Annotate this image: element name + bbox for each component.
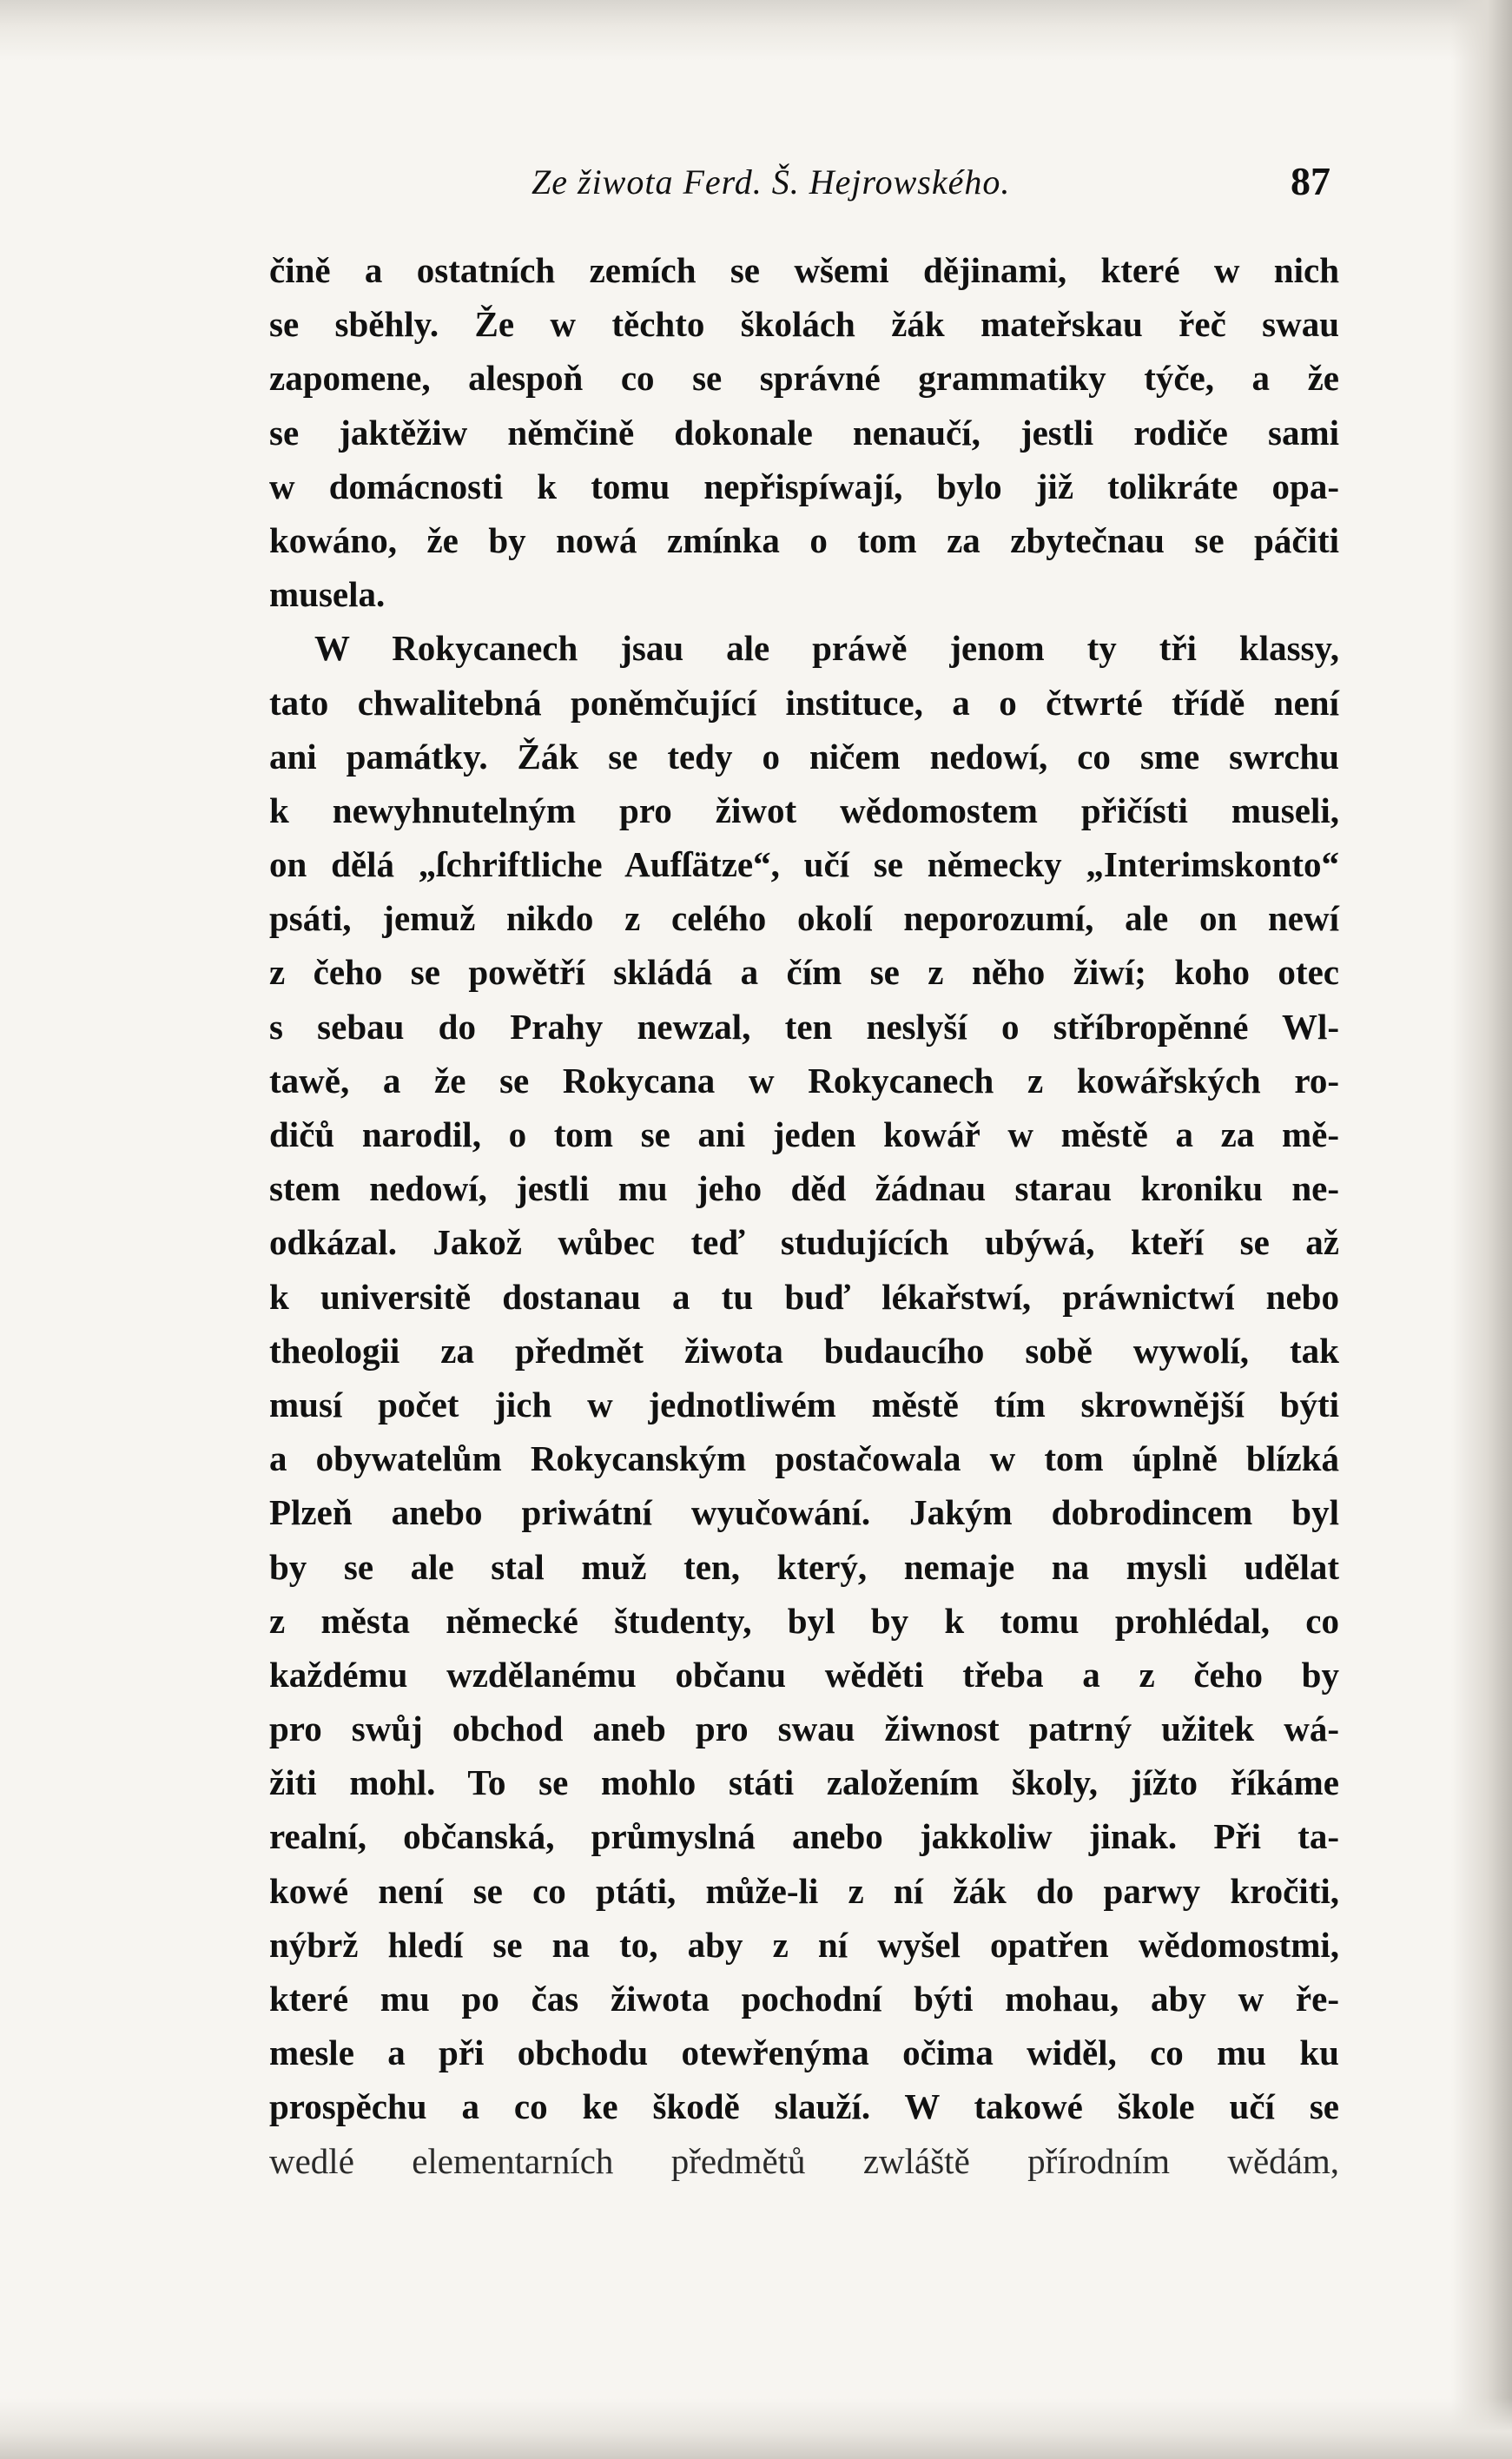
text-line: on dělá „ſchriftliche Aufſätze“, učí se německy „Interimskonto“ xyxy=(269,844,1339,885)
text-line: kowáno, že by nowá zmínka o tom za zbytečnau se páčiti xyxy=(269,519,1339,560)
text-line: stem nedowí, jestli mu jeho děd žádnau starau kroniku ne- xyxy=(269,1168,1339,1209)
text-line: prospěchu a co ke škodě slauží. W takowé škole učí se xyxy=(269,2086,1339,2127)
text-line: theologii za předmět žiwota budaucího sobě wywolí, tak xyxy=(269,1330,1339,1371)
body-text xyxy=(269,243,1339,2188)
text-line: pro swůj obchod aneb pro swau žiwnost patrný užitek wá- xyxy=(269,1709,1339,1749)
text-line: s sebau do Prahy newzal, ten neslyší o stříbropěnné Wl- xyxy=(269,1006,1339,1047)
text-line: odkázal. Jakož wůbec teď studujících ubýwá, kteří se až xyxy=(269,1222,1339,1263)
text-line: zapomene, alespoň co se správné grammatiky týče, a že xyxy=(269,358,1339,399)
text-line: žiti mohl. To se mohlo státi založením školy, jížto říkáme xyxy=(269,1762,1339,1803)
text-line: nýbrž hledí se na to, aby z ní wyšel opatřen wědomostmi, xyxy=(269,1924,1339,1965)
text-line: tawě, a že se Rokycana w Rokycanech z kowářských ro- xyxy=(269,1060,1339,1101)
text-line: k universitě dostanau a tu buď lékařstwí, práwnictwí nebo xyxy=(269,1276,1339,1317)
text-line: musela. xyxy=(269,574,386,615)
running-head xyxy=(532,159,1330,214)
text-line: každému wzdělanému občanu wěděti třeba a z čeho by xyxy=(269,1654,1339,1695)
page-number: 87 xyxy=(1291,159,1330,203)
text-line: se sběhly. Že w těchto školách žák mateřskau řeč swau xyxy=(269,304,1339,345)
text-line: realní, občanská, průmyslná anebo jakkoliw jinak. Při ta- xyxy=(269,1816,1339,1857)
page-edge-bottom xyxy=(0,2398,1512,2459)
text-line: a obywatelům Rokycanským postačowala w tom úplně blízká xyxy=(269,1438,1339,1479)
text-line: ani památky. Žák se tedy o ničem nedowí, co sme swrchu xyxy=(269,736,1339,777)
text-line: w domácnosti k tomu nepřispíwají, bylo již tolikráte opa- xyxy=(269,466,1339,506)
text-line: k newyhnutelným pro žiwot wědomostem přičísti museli, xyxy=(269,790,1339,830)
text-line: psáti, jemuž nikdo z celého okolí neporozumí, ale on newí xyxy=(269,898,1339,939)
page-edge-right xyxy=(1451,0,1512,2459)
text-line: mesle a při obchodu otewřenýma očima widěl, co mu ku xyxy=(269,2033,1339,2073)
text-line: se jaktěžiw němčině dokonale nenaučí, jestli rodiče sami xyxy=(269,412,1339,453)
text-line: W Rokycanech jsau ale práwě jenom ty tři klassy, xyxy=(314,628,1339,669)
page-edge-top xyxy=(0,0,1512,61)
text-line: Plzeň anebo priwátní wyučowání. Jakým dobrodincem byl xyxy=(269,1492,1339,1533)
text-line: tato chwalitebná poněmčující instituce, a o čtwrté třídě není xyxy=(269,682,1339,723)
text-line: dičů narodil, o tom se ani jeden kowář w městě a za mě- xyxy=(269,1114,1339,1154)
running-title: Ze žiwota Ferd. Š. Hejrowského. xyxy=(532,162,1011,202)
text-line: které mu po čas žiwota pochodní býti mohau, aby w ře- xyxy=(269,1979,1339,2019)
text-line: by se ale stal muž ten, který, nemaje na mysli udělat xyxy=(269,1546,1339,1587)
text-line: wedlé elementarních předmětů zwláště přírodním wědám, xyxy=(269,2140,1339,2181)
text-line: kowé není se co ptáti, může-li z ní žák do parwy kročiti, xyxy=(269,1870,1339,1911)
text-line: z čeho se powětří skládá a čím se z něho žiwí; koho otec xyxy=(269,952,1339,993)
text-line: z města německé študenty, byl by k tomu prohlédal, co xyxy=(269,1600,1339,1641)
text-line: musí počet jich w jednotliwém městě tím skrownější býti xyxy=(269,1384,1339,1425)
text-line: čině a ostatních zemích se wšemi dějinami, které w nich xyxy=(269,250,1339,290)
